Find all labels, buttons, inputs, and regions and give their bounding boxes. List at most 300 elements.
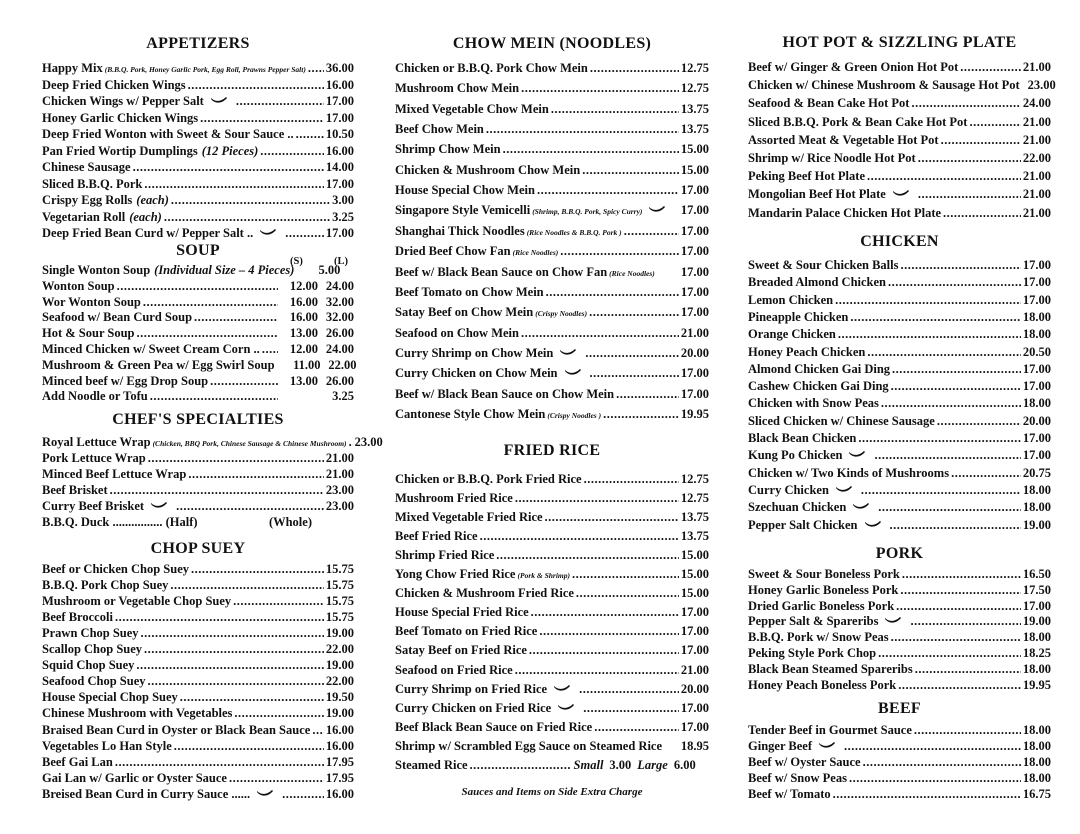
menu-item-name: Beef Black Bean Sauce on Fried Rice [395, 719, 593, 734]
menu-item-price: 21.00 [1022, 205, 1051, 220]
menu-item-name: Sliced Chicken w/ Chinese Sausage [748, 413, 935, 428]
menu-item-name: Seafood on Fried Rice [395, 662, 513, 677]
menu-item-price: 21.00 [680, 662, 709, 677]
leader-dots [521, 80, 679, 96]
menu-item[interactable] [748, 645, 1051, 661]
menu-item-price: 18.00 [1022, 630, 1051, 645]
menu-item-price-small: 11.00 [293, 357, 321, 372]
menu-item[interactable] [395, 223, 709, 239]
menu-item[interactable] [42, 373, 354, 389]
leader-dots [546, 284, 679, 300]
menu-item[interactable] [42, 514, 354, 530]
leader-dots [164, 209, 330, 225]
menu-item[interactable] [748, 326, 1051, 342]
menu-item[interactable] [748, 413, 1051, 429]
menu-item[interactable] [748, 205, 1051, 221]
menu-item[interactable] [395, 738, 709, 754]
leader-dots [148, 673, 324, 689]
leader-dots [137, 325, 278, 341]
menu-item[interactable] [748, 274, 1051, 290]
menu-item[interactable] [748, 582, 1051, 598]
menu-item-name: Almond Chicken Gai Ding [748, 361, 891, 376]
menu-item-price-large: 32.00 [325, 294, 354, 309]
menu-item-name: Satay Beef on Chow Mein [395, 305, 534, 320]
menu-item-price: 18.00 [1022, 661, 1051, 676]
menu-item[interactable] [395, 60, 709, 76]
menu-item-price: 17.00 [680, 643, 709, 658]
hotpot-section-title: HOT POT & SIZZLING PLATE [782, 34, 1017, 51]
menu-item[interactable] [395, 509, 709, 525]
leader-dots [236, 93, 324, 109]
menu-item[interactable] [42, 388, 354, 404]
menu-item[interactable] [748, 77, 1056, 93]
menu-item-name: Deep Fried Wonton with Sweet & Sour Sauce .. [42, 127, 294, 141]
leader-dots [861, 482, 1021, 498]
leader-dots [115, 754, 324, 770]
menu-item[interactable] [42, 278, 354, 294]
leader-dots [585, 345, 679, 361]
leader-dots [194, 309, 278, 325]
menu-item-ingredients: (Pork & Shrimp) [517, 571, 570, 581]
menu-item-price: 17.00 [680, 366, 709, 381]
leader-dots [229, 770, 324, 786]
menu-item-price: 16.00 [325, 143, 354, 158]
menu-item-name: Beef Gai Lan [42, 754, 113, 769]
menu-item[interactable] [42, 357, 357, 373]
menu-item[interactable] [395, 566, 709, 582]
menu-item-price: 19.00 [325, 658, 354, 673]
friedrice-section-title: FRIED RICE [503, 442, 601, 459]
menu-item[interactable] [42, 673, 354, 689]
menu-item-price: 15.00 [680, 142, 709, 157]
menu-item[interactable] [395, 719, 709, 735]
menu-item[interactable] [748, 309, 1051, 325]
menu-item[interactable] [395, 264, 709, 280]
menu-item-price: 3.25 [332, 209, 354, 224]
menu-item[interactable] [42, 577, 354, 593]
leader-dots [900, 257, 1020, 273]
menu-item-name: House Special Chop Suey [42, 690, 178, 705]
menu-item-price: 20.50 [1022, 344, 1051, 359]
menu-item[interactable] [395, 528, 709, 544]
menu-item-name: Chicken with Snow Peas [748, 396, 879, 411]
menu-item[interactable] [42, 722, 354, 738]
menu-item-name: Lemon Chicken [748, 292, 834, 307]
menu-item-price: 17.00 [680, 203, 709, 218]
menu-item[interactable] [748, 677, 1051, 693]
chili-pepper-icon [559, 348, 577, 355]
menu-item-price-large: 26.00 [325, 373, 354, 388]
menu-item-price: 12.75 [680, 61, 709, 75]
menu-item-price: 17.00 [680, 386, 709, 401]
menu-item-name: Breaded Almond Chicken [748, 275, 886, 290]
menu-item[interactable] [748, 114, 1051, 130]
menu-item[interactable] [748, 770, 1051, 786]
menu-item-name: Chicken w/ Chinese Mushroom & Sausage Hot Pot [748, 78, 1020, 93]
menu-item[interactable] [395, 604, 709, 620]
leader-dots [878, 645, 1021, 661]
leader-dots [918, 186, 1021, 202]
menu-item-price: 23.00 [325, 483, 354, 497]
menu-item[interactable] [42, 754, 354, 770]
soup-size-small-header: (S) [290, 256, 303, 267]
leader-dots [892, 361, 1021, 377]
leader-dots [170, 577, 323, 593]
leader-dots [902, 566, 1021, 582]
chili-pepper-icon [852, 502, 870, 509]
menu-item[interactable] [395, 243, 709, 259]
menu-item-price: 18.00 [1022, 500, 1051, 515]
leader-dots [150, 388, 278, 404]
menu-item[interactable] [42, 209, 354, 225]
menu-item[interactable] [42, 689, 354, 705]
menu-item[interactable] [748, 292, 1051, 308]
menu-item-price: 15.75 [325, 610, 354, 625]
chili-pepper-icon [557, 703, 575, 710]
menu-item-price: 20.00 [1022, 413, 1051, 428]
menu-item-price-small: 16.00 [289, 310, 318, 325]
menu-item-name: Vegetarian Roll [42, 209, 126, 224]
menu-item[interactable] [748, 499, 1051, 515]
menu-item-price: 18.00 [1022, 770, 1051, 785]
menu-item-ingredients: (Rice Noodles) [512, 248, 559, 258]
menu-item-name: Sliced B.B.Q. Pork [42, 176, 143, 191]
menu-item-name: Beef w/ Tomato [748, 786, 831, 801]
leader-dots [148, 450, 324, 466]
menu-item[interactable] [42, 705, 354, 721]
menu-item[interactable] [42, 262, 354, 278]
menu-item[interactable] [42, 561, 354, 577]
menu-item-name: Pepper Salt & Spareribs [748, 614, 879, 629]
menu-item-name: Curry Shrimp on Chow Mein [395, 345, 554, 360]
menu-item[interactable] [395, 681, 709, 697]
menu-item[interactable] [42, 93, 354, 109]
menu-item[interactable] [395, 700, 709, 716]
menu-item[interactable] [42, 434, 383, 450]
leader-dots [141, 625, 324, 641]
menu-item[interactable] [395, 304, 709, 320]
leader-dots [551, 101, 679, 117]
menu-item[interactable] [42, 641, 354, 657]
menu-item-name: Cantonese Style Chow Mein [395, 406, 546, 421]
menu-item[interactable] [748, 598, 1051, 614]
leader-dots [133, 159, 324, 175]
menu-item-price: 14.00 [325, 160, 354, 174]
menu-item[interactable] [42, 110, 354, 126]
leader-dots [858, 430, 1021, 446]
menu-item[interactable] [748, 150, 1051, 166]
leader-dots [594, 719, 679, 735]
leader-dots [960, 59, 1021, 75]
menu-item-name: Gai Lan w/ Garlic or Oyster Sauce [42, 770, 227, 785]
menu-item-name: Pineapple Chicken [748, 309, 849, 324]
menu-item-price: 15.75 [325, 562, 354, 576]
menu-item-price: 17.00 [1022, 292, 1051, 307]
menu-item-price-small: 13.00 [289, 373, 318, 388]
menu-item[interactable] [42, 143, 354, 159]
menu-item[interactable] [395, 80, 709, 96]
leader-dots [582, 162, 679, 178]
menu-item[interactable] [748, 786, 1051, 802]
leader-dots [898, 677, 1021, 693]
menu-item[interactable] [395, 757, 709, 773]
menu-item-name: Honey Peach Boneless Pork [748, 677, 897, 692]
menu-item-name: Orange Chicken [748, 327, 836, 342]
menu-item[interactable] [395, 642, 709, 658]
menu-item-name: Vegetables Lo Han Style [42, 738, 172, 753]
leader-dots [835, 292, 1021, 308]
menu-item-name: Chinese Sausage [42, 160, 131, 174]
menu-item[interactable] [748, 257, 1051, 273]
menu-item[interactable] [748, 132, 1051, 148]
menu-item-price: 16.00 [325, 77, 354, 92]
chicken-section-title: CHICKEN [860, 233, 939, 250]
steamed-rice-large-price: 6.00 [673, 757, 696, 772]
menu-item-price: 20.00 [680, 681, 709, 696]
menu-item[interactable] [42, 738, 354, 754]
leader-dots [174, 738, 324, 754]
menu-item-price: 19.95 [1022, 677, 1051, 692]
menu-item[interactable] [42, 159, 354, 175]
menu-item[interactable] [748, 629, 1051, 645]
menu-item-ingredients: (Crispy Noodles) [535, 309, 588, 319]
menu-item[interactable] [395, 284, 709, 300]
menu-item-price: 18.00 [1022, 396, 1051, 411]
menu-item[interactable] [395, 471, 709, 487]
menu-item-name: Honey Garlic Boneless Pork [748, 582, 899, 597]
leader-dots [943, 205, 1021, 221]
menu-item[interactable] [42, 176, 354, 192]
menu-item-name: Mongolian Beef Hot Plate [748, 187, 886, 202]
leader-dots [545, 509, 679, 525]
menu-item-price: 16.00 [325, 738, 354, 753]
leader-dots [480, 528, 679, 544]
menu-item-name: Braised Bean Curd in Oyster or Black Bean Sauce [42, 722, 311, 737]
menu-item[interactable] [42, 657, 354, 673]
menu-item[interactable] [395, 623, 709, 639]
menu-item[interactable] [748, 482, 1051, 498]
leader-dots [529, 642, 679, 658]
chili-pepper-icon [564, 368, 582, 375]
menu-item-price: 21.00 [1022, 60, 1051, 74]
leader-dots [180, 689, 324, 705]
menu-item-name: Mushroom & Green Pea w/ Egg Swirl Soup [42, 357, 275, 372]
menu-item[interactable] [42, 309, 354, 325]
menu-item-name: Happy Mix [42, 61, 103, 75]
chopsuey-section-title: CHOP SUEY [150, 540, 246, 557]
menu-item[interactable] [42, 60, 354, 76]
menu-item[interactable] [395, 547, 709, 563]
leader-dots [867, 168, 1021, 184]
menu-item-name: Mandarin Palace Chicken Hot Plate [748, 205, 942, 220]
menu-item[interactable] [42, 225, 354, 241]
menu-item-price: 17.00 [680, 284, 709, 299]
leader-dots [503, 141, 679, 157]
leader-dots [891, 629, 1021, 645]
menu-item-price: 23.00 [1027, 78, 1056, 93]
chili-pepper-icon [864, 520, 882, 527]
menu-item[interactable] [395, 406, 709, 422]
menu-item-price: 17.00 [1022, 258, 1051, 272]
menu-item-name: Chicken or B.B.Q. Pork Fried Rice [395, 472, 582, 486]
leader-dots [176, 498, 324, 514]
menu-item[interactable] [42, 466, 354, 482]
leader-dots [308, 60, 324, 76]
leader-dots [521, 325, 679, 341]
leader-dots [260, 143, 324, 159]
leader-dots [589, 304, 679, 320]
menu-item[interactable] [395, 101, 709, 117]
menu-item-name: Beef Brisket [42, 483, 108, 497]
leader-dots [838, 326, 1021, 342]
menu-item-name: Beef Tomato on Chow Mein [395, 284, 544, 299]
menu-item-name: Curry Chicken on Chow Mein [395, 366, 558, 381]
menu-item[interactable] [395, 345, 709, 361]
menu-item-name: Curry Shrimp on Fried Rice [395, 681, 548, 696]
menu-item-price: 17.00 [325, 94, 354, 108]
menu-item[interactable] [42, 126, 354, 142]
steamed-rice-large-label: Large [637, 757, 668, 772]
menu-item[interactable] [42, 482, 354, 498]
menu-item-name: Beef or Chicken Chop Suey [42, 562, 190, 576]
leader-dots [539, 623, 679, 639]
menu-item-price: 17.00 [680, 264, 709, 279]
menu-item[interactable] [748, 344, 1051, 360]
menu-item-name: Black Bean Chicken [748, 431, 857, 445]
menu-item-price-small: 12.00 [289, 278, 318, 293]
menu-item[interactable] [42, 341, 354, 357]
menu-item[interactable] [42, 498, 354, 514]
menu-item[interactable] [748, 395, 1051, 411]
menu-item[interactable] [748, 613, 1051, 629]
leader-dots [867, 344, 1021, 360]
menu-item-name: Peking Beef Hot Plate [748, 169, 865, 184]
menu-item[interactable] [748, 465, 1051, 481]
menu-item[interactable] [748, 95, 1051, 111]
menu-item[interactable] [748, 661, 1051, 677]
menu-item-price: 12.75 [680, 81, 709, 96]
leader-dots [171, 192, 330, 208]
leader-dots [349, 434, 353, 450]
leader-dots [572, 566, 679, 582]
chili-pepper-icon [210, 96, 228, 103]
leader-dots [210, 373, 278, 389]
chili-pepper-icon [892, 189, 910, 196]
menu-item-price: 20.75 [1022, 465, 1051, 480]
leader-dots [900, 582, 1021, 598]
menu-item-price: 10.50 [325, 127, 354, 141]
menu-item[interactable] [748, 361, 1051, 377]
menu-item[interactable] [42, 192, 354, 208]
chowmein-section-title: CHOW MEIN (NOODLES) [452, 35, 652, 52]
menu-item-price: 21.00 [1022, 187, 1051, 202]
menu-item-price: 13.75 [680, 529, 709, 544]
menu-item[interactable] [748, 754, 1051, 770]
menu-item-name: Curry Beef Brisket [42, 499, 145, 513]
menu-item[interactable] [748, 738, 1051, 754]
leader-dots [584, 471, 679, 487]
menu-item[interactable] [748, 722, 1051, 738]
steamed-rice-small-label: Small [573, 757, 604, 772]
leader-dots [576, 585, 679, 601]
menu-item[interactable] [42, 325, 354, 341]
menu-item-name: Pork Lettuce Wrap [42, 451, 146, 465]
menu-item[interactable] [748, 566, 1051, 582]
menu-item[interactable] [42, 77, 354, 93]
menu-item-price: 18.00 [1022, 723, 1051, 737]
chefs-section-title: CHEF'S SPECIALTIES [112, 411, 284, 428]
menu-item[interactable] [748, 517, 1051, 533]
menu-item[interactable] [42, 786, 354, 802]
menu-item[interactable] [748, 168, 1051, 184]
menu-item[interactable] [42, 625, 354, 641]
menu-item[interactable] [748, 447, 1051, 463]
menu-item[interactable] [42, 770, 354, 786]
leader-dots [849, 770, 1021, 786]
menu-item-detail: (each) [136, 193, 169, 207]
menu-item-price: 21.00 [325, 467, 354, 481]
menu-item-price: 17.95 [325, 770, 354, 785]
menu-item-name: Beef Broccoli [42, 610, 113, 625]
leader-dots [560, 243, 679, 259]
leader-dots [583, 700, 679, 716]
menu-item-price: 19.95 [680, 406, 709, 421]
leader-dots [951, 465, 1021, 481]
menu-item[interactable] [395, 585, 709, 601]
menu-item-price: 15.00 [680, 162, 709, 177]
menu-item-price: 17.00 [680, 305, 709, 320]
menu-item-name: Mushroom or Vegetable Chop Suey [42, 594, 232, 609]
menu-item-price: 15.00 [680, 586, 709, 601]
menu-item-name: B.B.Q. Duck ................ (Half) [42, 515, 198, 529]
menu-item[interactable] [395, 386, 709, 402]
menu-item[interactable] [395, 141, 709, 157]
menu-item[interactable] [395, 121, 709, 137]
menu-item-name: Chinese Mushroom with Vegetables [42, 706, 233, 721]
menu-item-name: Beef w/ Snow Peas [748, 770, 847, 785]
menu-item[interactable] [395, 490, 709, 506]
menu-item[interactable] [395, 365, 709, 381]
menu-item[interactable] [395, 662, 709, 678]
menu-item[interactable] [748, 430, 1051, 446]
menu-item[interactable] [42, 450, 354, 466]
leader-dots [191, 561, 324, 577]
menu-item[interactable] [42, 609, 354, 625]
chili-pepper-icon [553, 684, 571, 691]
menu-item[interactable] [42, 294, 354, 310]
menu-item[interactable] [395, 182, 709, 198]
menu-item[interactable] [42, 593, 354, 609]
menu-item-price: 16.00 [325, 722, 354, 737]
menu-item-price: 15.00 [680, 548, 709, 563]
leader-dots [188, 77, 324, 93]
menu-item[interactable] [748, 59, 1051, 75]
leader-dots [937, 413, 1021, 429]
menu-item-name: Squid Chop Suey [42, 658, 135, 673]
menu-item[interactable] [395, 325, 709, 341]
menu-item[interactable] [748, 186, 1051, 202]
leader-dots [136, 657, 323, 673]
leader-dots [282, 786, 324, 802]
menu-item[interactable] [395, 202, 709, 218]
menu-item[interactable] [748, 378, 1051, 394]
menu-item[interactable] [395, 162, 709, 178]
menu-item-price: 17.00 [1022, 379, 1051, 394]
menu-item-price-large: 32.00 [325, 310, 354, 325]
menu-item-name: Chicken or B.B.Q. Pork Chow Mein [395, 61, 588, 75]
menu-item-name: Sweet & Sour Chicken Balls [748, 258, 899, 272]
leader-dots [911, 95, 1020, 111]
